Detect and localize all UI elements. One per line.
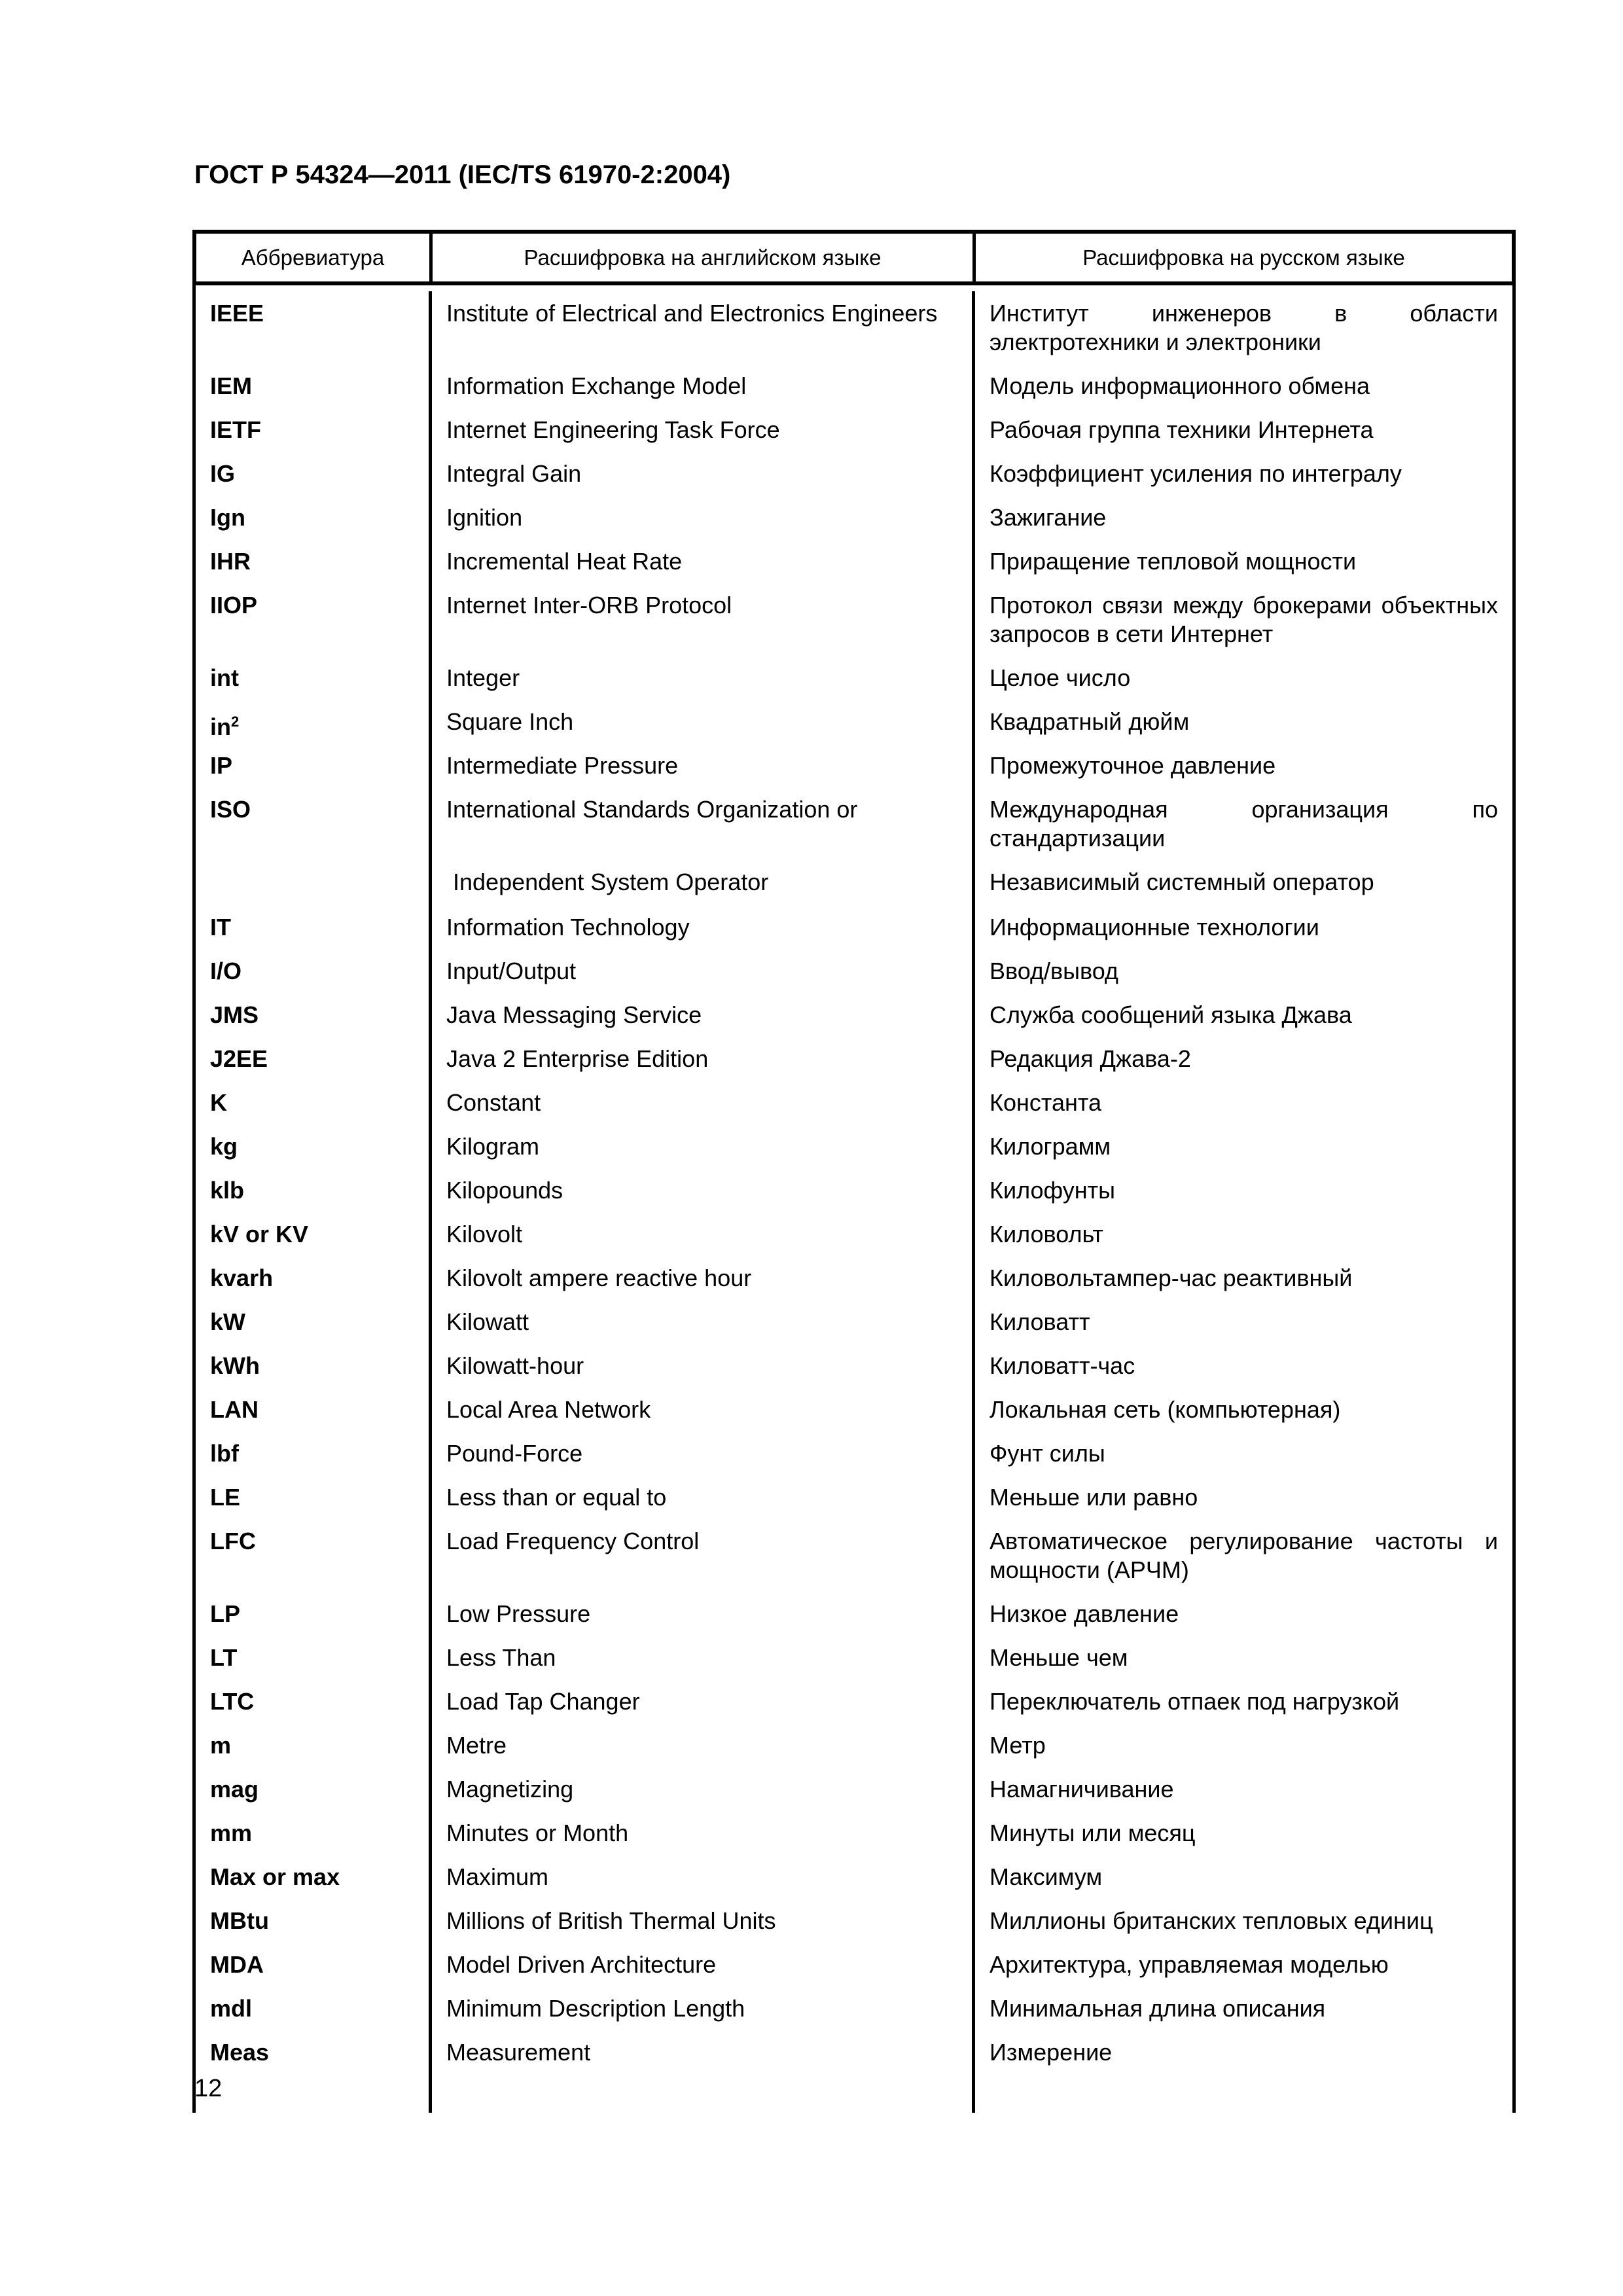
abbreviations-table xyxy=(192,230,1516,2113)
abbreviation-text: LAN xyxy=(210,1396,259,1423)
abbreviation-cell xyxy=(196,1899,429,1943)
table-row xyxy=(196,364,1512,408)
table-row xyxy=(196,656,1512,700)
table-row xyxy=(196,1124,1512,1168)
table-row xyxy=(196,1344,1512,1388)
abbreviation-text: mm xyxy=(210,1820,253,1846)
english-cell: Minutes or Month xyxy=(429,1811,972,1855)
russian-cell: Меньше или равно xyxy=(972,1475,1512,1519)
russian-cell: Локальная сеть (компьютерная) xyxy=(972,1388,1512,1431)
english-cell: Millions of British Thermal Units xyxy=(429,1899,972,1943)
russian-cell: Киловольтампер-час реактивный xyxy=(972,1256,1512,1300)
abbreviation-cell xyxy=(196,744,429,787)
abbreviation-text: IP xyxy=(210,752,233,779)
abbreviation-text: kg xyxy=(210,1133,238,1160)
abbreviation-cell xyxy=(196,1986,429,2030)
abbreviation-text: LTC xyxy=(210,1688,255,1715)
english-cell: Metre xyxy=(429,1723,972,1767)
table-row xyxy=(196,1256,1512,1300)
russian-cell: Киловатт-час xyxy=(972,1344,1512,1388)
abbreviation-cell xyxy=(196,1300,429,1344)
abbreviation-cell xyxy=(196,291,429,364)
english-cell: Internet Engineering Task Force xyxy=(429,408,972,452)
english-cell: Internet Inter-ORB Protocol xyxy=(429,583,972,656)
english-cell: Model Driven Architecture xyxy=(429,1943,972,1986)
table-row xyxy=(196,1636,1512,1679)
russian-cell: Информационные технологии xyxy=(972,905,1512,949)
abbreviation-cell xyxy=(196,1811,429,1855)
russian-cell: Зажигание xyxy=(972,495,1512,539)
english-cell: Kilowatt-hour xyxy=(429,1344,972,1388)
table-row xyxy=(196,1943,1512,1986)
table-row xyxy=(196,1388,1512,1431)
abbreviation-cell xyxy=(196,700,429,744)
abbreviation-text: MBtu xyxy=(210,1907,269,1934)
table-row xyxy=(196,1899,1512,1943)
table-row xyxy=(196,1519,1512,1592)
english-cell: Less than or equal to xyxy=(429,1475,972,1519)
english-cell: Independent System Operator xyxy=(429,860,972,905)
russian-cell: Киловатт xyxy=(972,1300,1512,1344)
abbreviation-text: Max or max xyxy=(210,1863,340,1890)
column-header-abbreviation: Аббревиатура xyxy=(241,245,385,270)
russian-cell: Протокол связи между брокерами объектных запросов в сети Интернет xyxy=(972,583,1512,656)
abbreviation-text: int xyxy=(210,664,239,691)
russian-cell: Килофунты xyxy=(972,1168,1512,1212)
abbreviation-cell xyxy=(196,1081,429,1124)
english-cell: Kilovolt xyxy=(429,1212,972,1256)
english-cell: Square Inch xyxy=(429,700,972,744)
russian-cell: Миллионы британских тепловых единиц xyxy=(972,1899,1512,1943)
abbreviation-cell xyxy=(196,860,429,905)
abbreviation-cell xyxy=(196,1943,429,1986)
english-cell: Pound-Force xyxy=(429,1431,972,1475)
russian-cell: Приращение тепловой мощности xyxy=(972,539,1512,583)
english-cell: International Standards Organization or xyxy=(429,787,972,860)
table-row xyxy=(196,583,1512,656)
abbreviation-cell xyxy=(196,1168,429,1212)
abbreviation-text: IG xyxy=(210,460,236,487)
abbreviation-cell xyxy=(196,1475,429,1519)
table-row xyxy=(196,1037,1512,1081)
empty-cell xyxy=(429,2074,972,2113)
abbreviation-cell xyxy=(196,2030,429,2074)
russian-cell: Промежуточное давление xyxy=(972,744,1512,787)
abbreviation-cell xyxy=(196,787,429,860)
abbreviation-cell xyxy=(196,1679,429,1723)
english-cell: Java Messaging Service xyxy=(429,993,972,1037)
abbreviation-text: m xyxy=(210,1732,232,1759)
abbreviation-cell xyxy=(196,1431,429,1475)
abbreviation-cell xyxy=(196,583,429,656)
english-cell: Magnetizing xyxy=(429,1767,972,1811)
abbreviation-text: mdl xyxy=(210,1995,253,2022)
english-cell: Maximum xyxy=(429,1855,972,1899)
abbreviation-text: LFC xyxy=(210,1528,256,1554)
table-row xyxy=(196,1300,1512,1344)
russian-cell: Независимый системный оператор xyxy=(972,860,1512,905)
english-cell: Less Than xyxy=(429,1636,972,1679)
russian-cell: Килограмм xyxy=(972,1124,1512,1168)
abbreviation-text: kW xyxy=(210,1308,245,1335)
english-cell: Constant xyxy=(429,1081,972,1124)
russian-cell: Квадратный дюйм xyxy=(972,700,1512,744)
russian-cell: Рабочая группа техники Интернета xyxy=(972,408,1512,452)
table-row xyxy=(196,2030,1512,2074)
abbreviation-cell xyxy=(196,408,429,452)
abbreviation-text: K xyxy=(210,1089,227,1116)
table-row xyxy=(196,993,1512,1037)
russian-cell: Меньше чем xyxy=(972,1636,1512,1679)
russian-cell: Ввод/вывод xyxy=(972,949,1512,993)
english-cell: Integer xyxy=(429,656,972,700)
abbreviation-text: IHR xyxy=(210,548,251,575)
page-title: ГОСТ Р 54324—2011 (IEC/TS 61970-2:2004) xyxy=(194,160,731,189)
russian-cell: Минуты или месяц xyxy=(972,1811,1512,1855)
table-row xyxy=(196,452,1512,495)
abbreviation-text: ISO xyxy=(210,796,251,823)
russian-cell: Целое число xyxy=(972,656,1512,700)
table-row xyxy=(196,539,1512,583)
abbreviation-text: IIOP xyxy=(210,592,258,619)
abbreviation-cell xyxy=(196,1388,429,1431)
abbreviation-cell xyxy=(196,495,429,539)
russian-cell: Максимум xyxy=(972,1855,1512,1899)
abbreviation-text: MDA xyxy=(210,1951,264,1978)
abbreviation-text: IT xyxy=(210,914,231,941)
abbreviation-cell xyxy=(196,1124,429,1168)
table-header xyxy=(192,230,1516,285)
table-row xyxy=(196,1679,1512,1723)
english-cell: Kilopounds xyxy=(429,1168,972,1212)
russian-cell: Низкое давление xyxy=(972,1592,1512,1636)
russian-cell: Намагничивание xyxy=(972,1767,1512,1811)
abbreviation-superscript: 2 xyxy=(231,713,240,730)
table-row xyxy=(196,860,1512,905)
table-row xyxy=(196,787,1512,860)
russian-cell: Международная организация по стандартизации xyxy=(972,787,1512,860)
table-row xyxy=(196,1723,1512,1767)
abbreviation-cell xyxy=(196,1767,429,1811)
english-cell: Intermediate Pressure xyxy=(429,744,972,787)
page-number: 12 xyxy=(194,2075,223,2102)
abbreviation-text: Meas xyxy=(210,2039,270,2066)
english-cell: Input/Output xyxy=(429,949,972,993)
english-cell: Incremental Heat Rate xyxy=(429,539,972,583)
russian-cell: Киловольт xyxy=(972,1212,1512,1256)
table-rows xyxy=(196,291,1512,2113)
abbreviation-cell xyxy=(196,1592,429,1636)
table-row xyxy=(196,291,1512,364)
abbreviation-text: kWh xyxy=(210,1352,260,1379)
abbreviation-cell xyxy=(196,656,429,700)
column-header-russian: Расшифровка на русском языке xyxy=(972,234,1512,281)
english-cell: Information Technology xyxy=(429,905,972,949)
russian-cell: Автоматическое регулирование частоты и мощности (АРЧМ) xyxy=(972,1519,1512,1592)
english-cell: Load Frequency Control xyxy=(429,1519,972,1592)
abbreviation-cell xyxy=(196,1519,429,1592)
russian-cell: Модель информационного обмена xyxy=(972,364,1512,408)
table-row xyxy=(196,949,1512,993)
abbreviation-text: mag xyxy=(210,1776,259,1803)
english-cell: Information Exchange Model xyxy=(429,364,972,408)
russian-cell: Константа xyxy=(972,1081,1512,1124)
abbreviation-text: kV or KV xyxy=(210,1221,309,1247)
abbreviation-text: J2EE xyxy=(210,1045,268,1072)
russian-cell: Служба сообщений языка Джава xyxy=(972,993,1512,1037)
table-row xyxy=(196,744,1512,787)
table-row xyxy=(196,905,1512,949)
russian-cell: Переключатель отпаек под нагрузкой xyxy=(972,1679,1512,1723)
abbreviation-text: I/O xyxy=(210,958,242,984)
abbreviation-text: in xyxy=(210,713,231,740)
russian-cell: Метр xyxy=(972,1723,1512,1767)
english-cell: Kilovolt ampere reactive hour xyxy=(429,1256,972,1300)
english-cell: Load Tap Changer xyxy=(429,1679,972,1723)
empty-cell xyxy=(196,2074,429,2113)
abbreviation-text: klb xyxy=(210,1177,245,1204)
abbreviation-text: IEM xyxy=(210,372,253,399)
abbreviation-text: LT xyxy=(210,1644,238,1671)
english-cell: Local Area Network xyxy=(429,1388,972,1431)
table-spacer xyxy=(196,2074,1512,2113)
table-row xyxy=(196,408,1512,452)
abbreviation-cell xyxy=(196,949,429,993)
abbreviation-cell xyxy=(196,993,429,1037)
russian-cell: Редакция Джава-2 xyxy=(972,1037,1512,1081)
english-cell: Measurement xyxy=(429,2030,972,2074)
abbreviation-cell xyxy=(196,905,429,949)
russian-cell: Измерение xyxy=(972,2030,1512,2074)
table-row xyxy=(196,1767,1512,1811)
abbreviation-cell xyxy=(196,1344,429,1388)
abbreviation-text: LP xyxy=(210,1600,241,1627)
table-row xyxy=(196,1855,1512,1899)
abbreviation-cell xyxy=(196,539,429,583)
abbreviation-cell xyxy=(196,1212,429,1256)
english-cell: Kilogram xyxy=(429,1124,972,1168)
abbreviation-cell xyxy=(196,364,429,408)
table-row xyxy=(196,1475,1512,1519)
russian-cell: Фунт силы xyxy=(972,1431,1512,1475)
russian-cell: Минимальная длина описания xyxy=(972,1986,1512,2030)
table-row xyxy=(196,1081,1512,1124)
russian-cell: Архитектура, управляемая моделью xyxy=(972,1943,1512,1986)
empty-cell xyxy=(972,2074,1512,2113)
abbreviation-text: LE xyxy=(210,1484,241,1511)
abbreviation-cell xyxy=(196,1256,429,1300)
english-cell: Minimum Description Length xyxy=(429,1986,972,2030)
abbreviation-text: IETF xyxy=(210,416,261,443)
english-cell: Kilowatt xyxy=(429,1300,972,1344)
english-cell: Integral Gain xyxy=(429,452,972,495)
abbreviation-text: IEEE xyxy=(210,300,264,327)
abbreviation-text: kvarh xyxy=(210,1265,274,1291)
table-body xyxy=(192,285,1516,2113)
table-row xyxy=(196,1592,1512,1636)
abbreviation-text: JMS xyxy=(210,1001,259,1028)
abbreviation-text: Ign xyxy=(210,504,245,531)
abbreviation-cell xyxy=(196,1636,429,1679)
abbreviation-cell xyxy=(196,1037,429,1081)
abbreviation-cell xyxy=(196,1855,429,1899)
english-cell: Low Pressure xyxy=(429,1592,972,1636)
abbreviation-cell xyxy=(196,1723,429,1767)
table-row xyxy=(196,1168,1512,1212)
column-header-english: Расшифровка на английском языке xyxy=(429,234,972,281)
table-row xyxy=(196,1811,1512,1855)
russian-cell: Коэффициент усиления по интегралу xyxy=(972,452,1512,495)
english-cell: Ignition xyxy=(429,495,972,539)
table-row xyxy=(196,1212,1512,1256)
abbreviation-text: lbf xyxy=(210,1440,239,1467)
russian-cell: Институт инженеров в области электротехники и электроники xyxy=(972,291,1512,364)
english-cell: Institute of Electrical and Electronics Engineers xyxy=(429,291,972,364)
table-row xyxy=(196,495,1512,539)
abbreviation-cell xyxy=(196,452,429,495)
table-row xyxy=(196,1986,1512,2030)
english-cell: Java 2 Enterprise Edition xyxy=(429,1037,972,1081)
table-row xyxy=(196,700,1512,744)
table-row xyxy=(196,1431,1512,1475)
